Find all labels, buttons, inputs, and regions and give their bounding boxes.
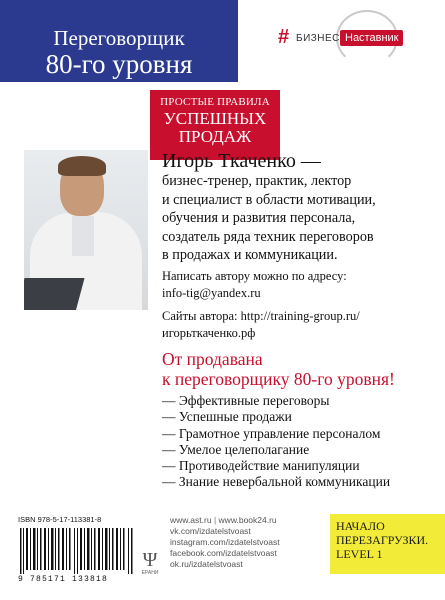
series-title-line2: 80-го уровня <box>45 49 193 79</box>
author-bio <box>162 150 432 265</box>
link-book24[interactable]: www.book24.ru <box>218 515 277 525</box>
list-item: — Умелое целеполагание <box>162 441 310 457</box>
brand-logo <box>266 16 426 58</box>
logo-hash: # <box>278 26 290 48</box>
contact-write-label: Написать автору можно по адресу: <box>162 269 347 283</box>
subtitle-line1: ПРОСТЫЕ ПРАВИЛА <box>160 96 270 108</box>
contact-site2[interactable]: игорьткаченко.рф <box>162 326 256 340</box>
author-contact <box>162 268 432 342</box>
author-photo <box>24 150 148 310</box>
barcode-icon <box>18 528 136 574</box>
list-item: — Успешные продажи <box>162 409 292 425</box>
promo-headline: От продавана к переговорщику 80-го уровня! <box>162 349 395 389</box>
publisher-logo <box>140 550 160 580</box>
link-vk[interactable]: vk.com/izdatelstvoast <box>170 526 251 536</box>
link-facebook[interactable]: facebook.com/izdatelstvoast <box>170 548 277 558</box>
series-box-line2: ПЕРЕЗАГРУЗКИ. <box>336 533 429 547</box>
series-box-line1: НАЧАЛО <box>336 519 385 533</box>
author-description: бизнес-тренер, практик, лектор и специалист в области мотивации, обучения и развития персонала, создатель ряда техник переговоров в продажах и коммуникации. <box>162 173 376 263</box>
barcode-block <box>18 515 136 590</box>
link-ok[interactable]: ok.ru/izdatelstvoast <box>170 559 243 569</box>
publisher-name: ЕРАНИ <box>141 570 159 576</box>
link-instagram[interactable]: instagram.com/izdatelstvoast <box>170 537 280 547</box>
logo-word-mentor: Наставник <box>340 30 403 46</box>
subtitle-line3: ПРОДАЖ <box>178 126 252 146</box>
publisher-links: www.ast.ru | www.book24.ru vk.com/izdatelstvoast instagram.com/izdatelstvoast facebook.com/izdatelstvoast ok.ru/izdatelstvoast <box>170 515 330 570</box>
publisher-trident-icon: Ψ <box>142 549 158 571</box>
logo-word-business: БИЗНЕС <box>296 33 340 44</box>
series-banner <box>0 0 238 82</box>
list-item: — Грамотное управление персоналом <box>162 425 381 441</box>
series-title-line1: Переговорщик <box>53 26 185 50</box>
series-box-line3: LEVEL 1 <box>336 547 383 561</box>
barcode-number: 9 785171 133818 <box>18 575 109 584</box>
list-item: — Знание невербальной коммуникации <box>162 474 391 490</box>
link-ast[interactable]: www.ast.ru <box>170 515 212 525</box>
series-level-box <box>330 514 445 574</box>
isbn-label: ISBN 978-5-17-113381-8 <box>18 515 102 524</box>
list-item: — Эффективные переговоры <box>162 393 330 408</box>
author-name: Игорь Ткаченко — <box>162 150 321 172</box>
contact-sites-label[interactable]: Сайты автора: http://training-group.ru/ <box>162 309 360 323</box>
topics-list <box>162 393 442 491</box>
subtitle-line2: УСПЕШНЫХ <box>163 109 267 128</box>
list-item: — Противодействие манипуляции <box>162 458 360 474</box>
series-title <box>10 28 228 78</box>
contact-email[interactable]: info-tig@yandex.ru <box>162 286 261 300</box>
